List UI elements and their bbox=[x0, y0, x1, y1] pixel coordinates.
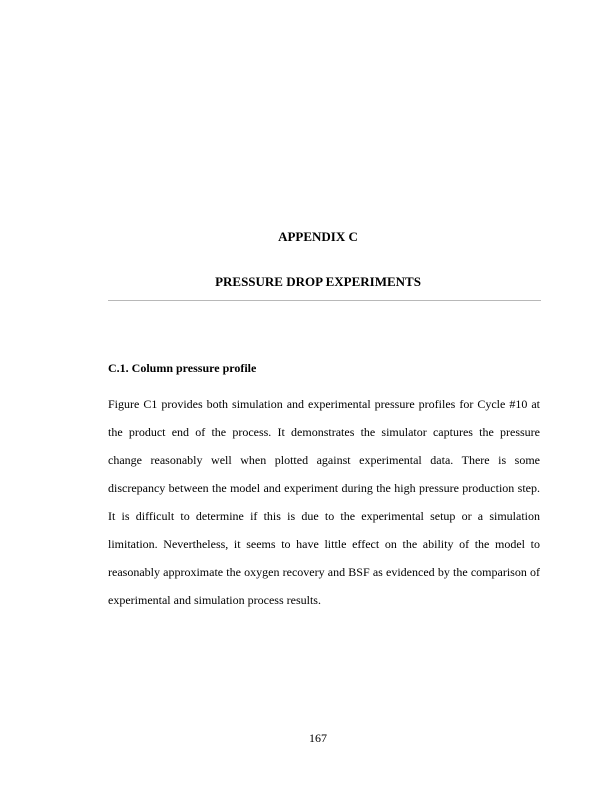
horizontal-rule bbox=[108, 300, 541, 301]
section-heading: C.1. Column pressure profile bbox=[108, 361, 257, 375]
appendix-subtitle: PRESSURE DROP EXPERIMENTS bbox=[215, 274, 421, 289]
paragraph-line: discrepancy between the model and experiment during the high pressure production step. bbox=[108, 481, 540, 495]
paragraph-line: It is difficult to determine if this is due to the experimental setup or a simulation bbox=[108, 509, 540, 523]
paragraph-line: Figure C1 provides both simulation and experimental pressure profiles for Cycle #10 at bbox=[108, 397, 540, 411]
paragraph-line: experimental and simulation process results. bbox=[108, 593, 321, 607]
paragraph-line: limitation. Nevertheless, it seems to have little effect on the ability of the model to bbox=[108, 537, 540, 551]
paragraph-line: reasonably approximate the oxygen recovery and BSF as evidenced by the comparison of bbox=[108, 565, 540, 579]
body-paragraph bbox=[108, 396, 540, 620]
appendix-title: APPENDIX C bbox=[278, 229, 358, 244]
paragraph-line: change reasonably well when plotted against experimental data. There is some bbox=[108, 453, 540, 467]
page-number: 167 bbox=[309, 731, 327, 745]
paragraph-line: the product end of the process. It demonstrates the simulator captures the pressure bbox=[108, 425, 540, 439]
